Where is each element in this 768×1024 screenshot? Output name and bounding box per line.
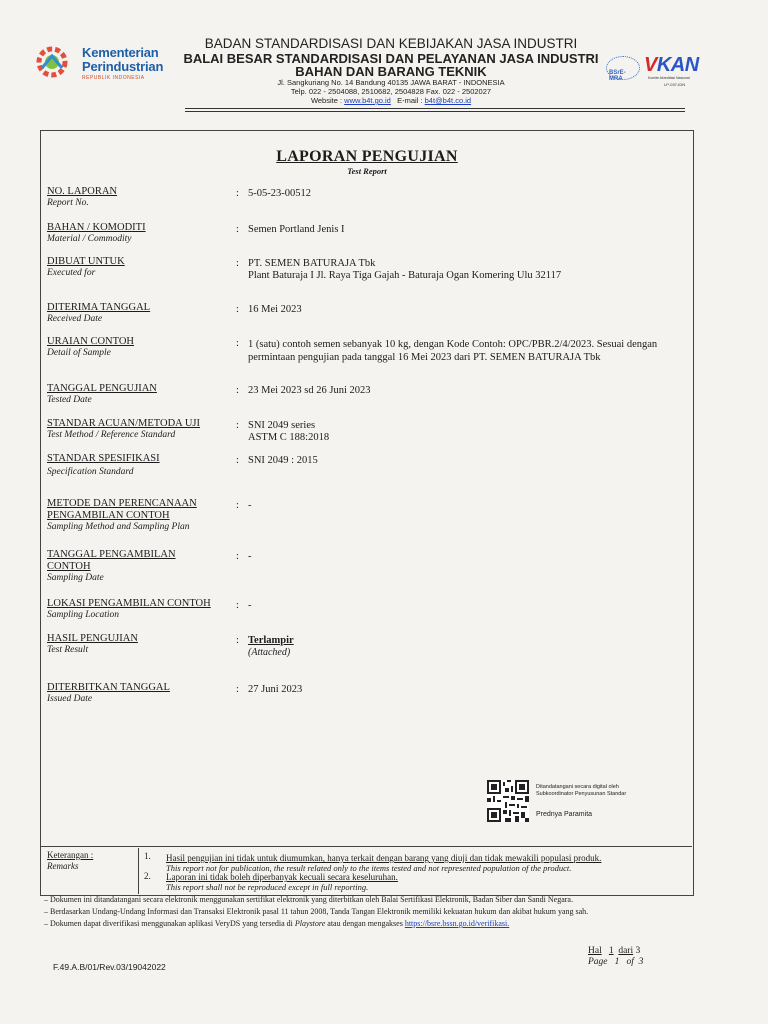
tanggal-uji-label: TANGGAL PENGUJIAN <box>47 383 157 394</box>
dibuat-value: PT. SEMEN BATURAJA Tbk <box>248 258 376 269</box>
no-laporan-label-en: Report No. <box>47 198 89 208</box>
website-link[interactable]: www.b4t.go.id <box>344 96 391 105</box>
header-divider <box>185 108 685 109</box>
colon: : <box>236 420 239 431</box>
note-text-en: This report not for publication, the result related only to the items tested and not represented population of the product. <box>166 863 572 873</box>
ministry-name-1: Kementerian <box>82 45 159 60</box>
diterima-value: 16 Mei 2023 <box>248 304 302 315</box>
signature-caption: Ditandatangani secara digital oleh Subkoordinator Penyusunan Standar <box>536 784 627 797</box>
metode-value: - <box>248 500 252 511</box>
ministry-tag: REPUBLIK INDONESIA <box>82 75 145 81</box>
standar-spesifikasi-value: SNI 2049 : 2015 <box>248 455 318 466</box>
email-link[interactable]: b4t@b4t.co.id <box>424 96 472 105</box>
dibuat-address: Plant Baturaja I Jl. Raya Tiga Gajah - Baturaja Ogan Komering Ulu 32117 <box>248 270 562 281</box>
standar-spesifikasi-label: STANDAR SPESIFIKASI <box>47 453 160 464</box>
tanggal-uji-label-en: Tested Date <box>47 395 92 405</box>
standar-acuan-label: STANDAR ACUAN/METODA UJI <box>47 418 200 429</box>
diterima-label: DITERIMA TANGGAL <box>47 302 151 313</box>
colon: : <box>236 684 239 695</box>
colon: : <box>236 455 239 466</box>
remarks-header: Keterangan : Remarks <box>47 850 94 871</box>
colon: : <box>236 635 239 646</box>
hasil-value-en: (Attached) <box>248 647 291 658</box>
note-number: 2. <box>144 871 151 881</box>
hasil-label: HASIL PENGUJIAN <box>47 633 138 644</box>
diterima-label-en: Received Date <box>47 314 103 324</box>
bsn-badge: BSrE-MRA <box>606 56 640 80</box>
no-laporan-label: NO. LAPORAN <box>47 186 118 197</box>
address: Jl. Sangkuriang No. 14 Bandung 40135 JAWA BARAT - INDONESIA <box>277 78 505 87</box>
disclaimer-2: – Berdasarkan Undang-Undang Informasi dan Transaksi Elektronik pasal 11 tahun 2008, Tanda Tangan Elektronik memiliki kekuatan hukum dan akibat hukum yang sah. <box>44 907 589 916</box>
email-label: E-mail : <box>397 96 425 105</box>
colon: : <box>236 500 239 511</box>
notes-divider <box>40 846 692 847</box>
kan-code: LP-037-IDN <box>664 82 686 87</box>
note-text-en: This report shall not be reproduced except in full reporting. <box>166 882 369 892</box>
phone-fax: Telp. 022 - 2504088, 2510682, 2504828 Fax. 022 - 2502027 <box>290 87 492 96</box>
tanggal-ambil-value: - <box>248 551 252 562</box>
website-label: Website : <box>310 96 345 105</box>
colon: : <box>236 338 239 349</box>
tanggal-ambil-label-en: Sampling Date <box>47 573 104 583</box>
uraian-label-en: Detail of Sample <box>47 348 111 358</box>
no-laporan-value: 5-05-23-00512 <box>248 188 311 199</box>
agency-name: BADAN STANDARDISASI DAN KEBIJAKAN JASA INDUSTRI <box>204 36 578 51</box>
ministry-name-2: Perindustrian <box>82 59 164 74</box>
diterbitkan-label-en: Issued Date <box>47 694 93 704</box>
qr-code-icon[interactable] <box>487 780 529 822</box>
report-subtitle: Test Report <box>347 166 387 176</box>
tanggal-ambil-label: TANGGAL PENGAMBILAN <box>47 549 176 560</box>
tanggal-uji-value: 23 Mei 2023 sd 26 Juni 2023 <box>248 385 371 396</box>
notes-column-divider <box>138 848 139 894</box>
lokasi-value: - <box>248 600 252 611</box>
colon: : <box>236 600 239 611</box>
header-divider-thin <box>185 111 685 112</box>
standar-spesifikasi-label-en: Specification Standard <box>47 467 134 477</box>
institute-name-2: BAHAN DAN BARANG TEKNIK <box>295 64 487 79</box>
bahan-label: BAHAN / KOMODITI <box>47 222 146 233</box>
note-number: 1. <box>144 851 151 861</box>
standar-acuan-value-2: ASTM C 188:2018 <box>248 432 330 443</box>
hasil-value: Terlampir <box>248 635 294 646</box>
gear-logo-icon <box>34 42 80 82</box>
uraian-label: URAIAN CONTOH <box>47 336 135 347</box>
colon: : <box>236 188 239 199</box>
diterbitkan-value: 27 Juni 2023 <box>248 684 303 695</box>
colon: : <box>236 224 239 235</box>
disclaimer-1: – Dokumen ini ditandatangani secara elektronik menggunakan sertifikat elektronik yang diterbitkan oleh Balai Sertifikasi Elektronik, Badan Siber dan Sandi Negara. <box>44 895 573 904</box>
hasil-label-en: Test Result <box>47 645 89 655</box>
page-number-en: Page 1 of 3 <box>588 957 644 967</box>
metode-label-en: Sampling Method and Sampling Plan <box>47 522 190 532</box>
dibuat-label: DIBUAT UNTUK <box>47 256 125 267</box>
lokasi-label: LOKASI PENGAMBILAN CONTOH <box>47 598 211 609</box>
standar-acuan-label-en: Test Method / Reference Standard <box>47 430 176 440</box>
kan-subtitle: Komite Akreditasi Nasional <box>648 76 690 80</box>
uraian-value: 1 (satu) contoh semen sebanyak 10 kg, dengan Kode Contoh: OPC/PBR.2/4/2023. Sesuai dengan permintaan pengujian pada tanggal 16 Mei 2023 dari PT. SEMEN BATURAJA Tbk <box>248 339 658 363</box>
report-title: LAPORAN PENGUJIAN <box>276 148 458 165</box>
dibuat-label-en: Executed for <box>47 268 96 278</box>
kan-logo: VKAN <box>644 54 699 76</box>
kemenperin-logo <box>34 42 174 82</box>
accreditation-logos <box>606 52 706 92</box>
diterbitkan-label: DITERBITKAN TANGGAL <box>47 682 170 693</box>
standar-acuan-value: SNI 2049 series <box>248 420 316 431</box>
verification-link[interactable]: https://bsre.bssn.go.id/verifikasi. <box>404 919 510 928</box>
colon: : <box>236 551 239 562</box>
colon: : <box>236 304 239 315</box>
tanggal-ambil-label-2: CONTOH <box>47 561 91 572</box>
institute-name-1: BALAI BESAR STANDARDISASI DAN PELAYANAN JASA INDUSTRI <box>183 51 599 66</box>
metode-label-2: PENGAMBILAN CONTOH <box>47 510 170 521</box>
colon: : <box>236 258 239 269</box>
note-text: Hasil pengujian ini tidak untuk diumumkan, hanya terkait dengan barang yang diuji dan tidak mewakili populasi produk. <box>166 853 602 863</box>
metode-label: METODE DAN PERENCANAAN <box>47 498 197 509</box>
contact-line <box>176 96 606 105</box>
bahan-value: Semen Portland Jenis I <box>248 224 345 235</box>
page-number-id: Hal 1 dari 3 <box>588 946 641 956</box>
disclaimer-3: – Dokumen dapat diverifikasi menggunakan aplikasi VeryDS yang tersedia di Playstore atau dengan mengakses https://bsre.bssn.go.id/verifikasi. <box>44 919 510 928</box>
lokasi-label-en: Sampling Location <box>47 610 120 620</box>
note-text: Laporan ini tidak boleh diperbanyak kecuali secara keseluruhan. <box>166 872 398 882</box>
form-code: F.49.A.B/01/Rev.03/19042022 <box>53 962 166 972</box>
signatory-name: Prednya Paramita <box>536 811 593 818</box>
colon: : <box>236 385 239 396</box>
bahan-label-en: Material / Commodity <box>47 234 132 244</box>
